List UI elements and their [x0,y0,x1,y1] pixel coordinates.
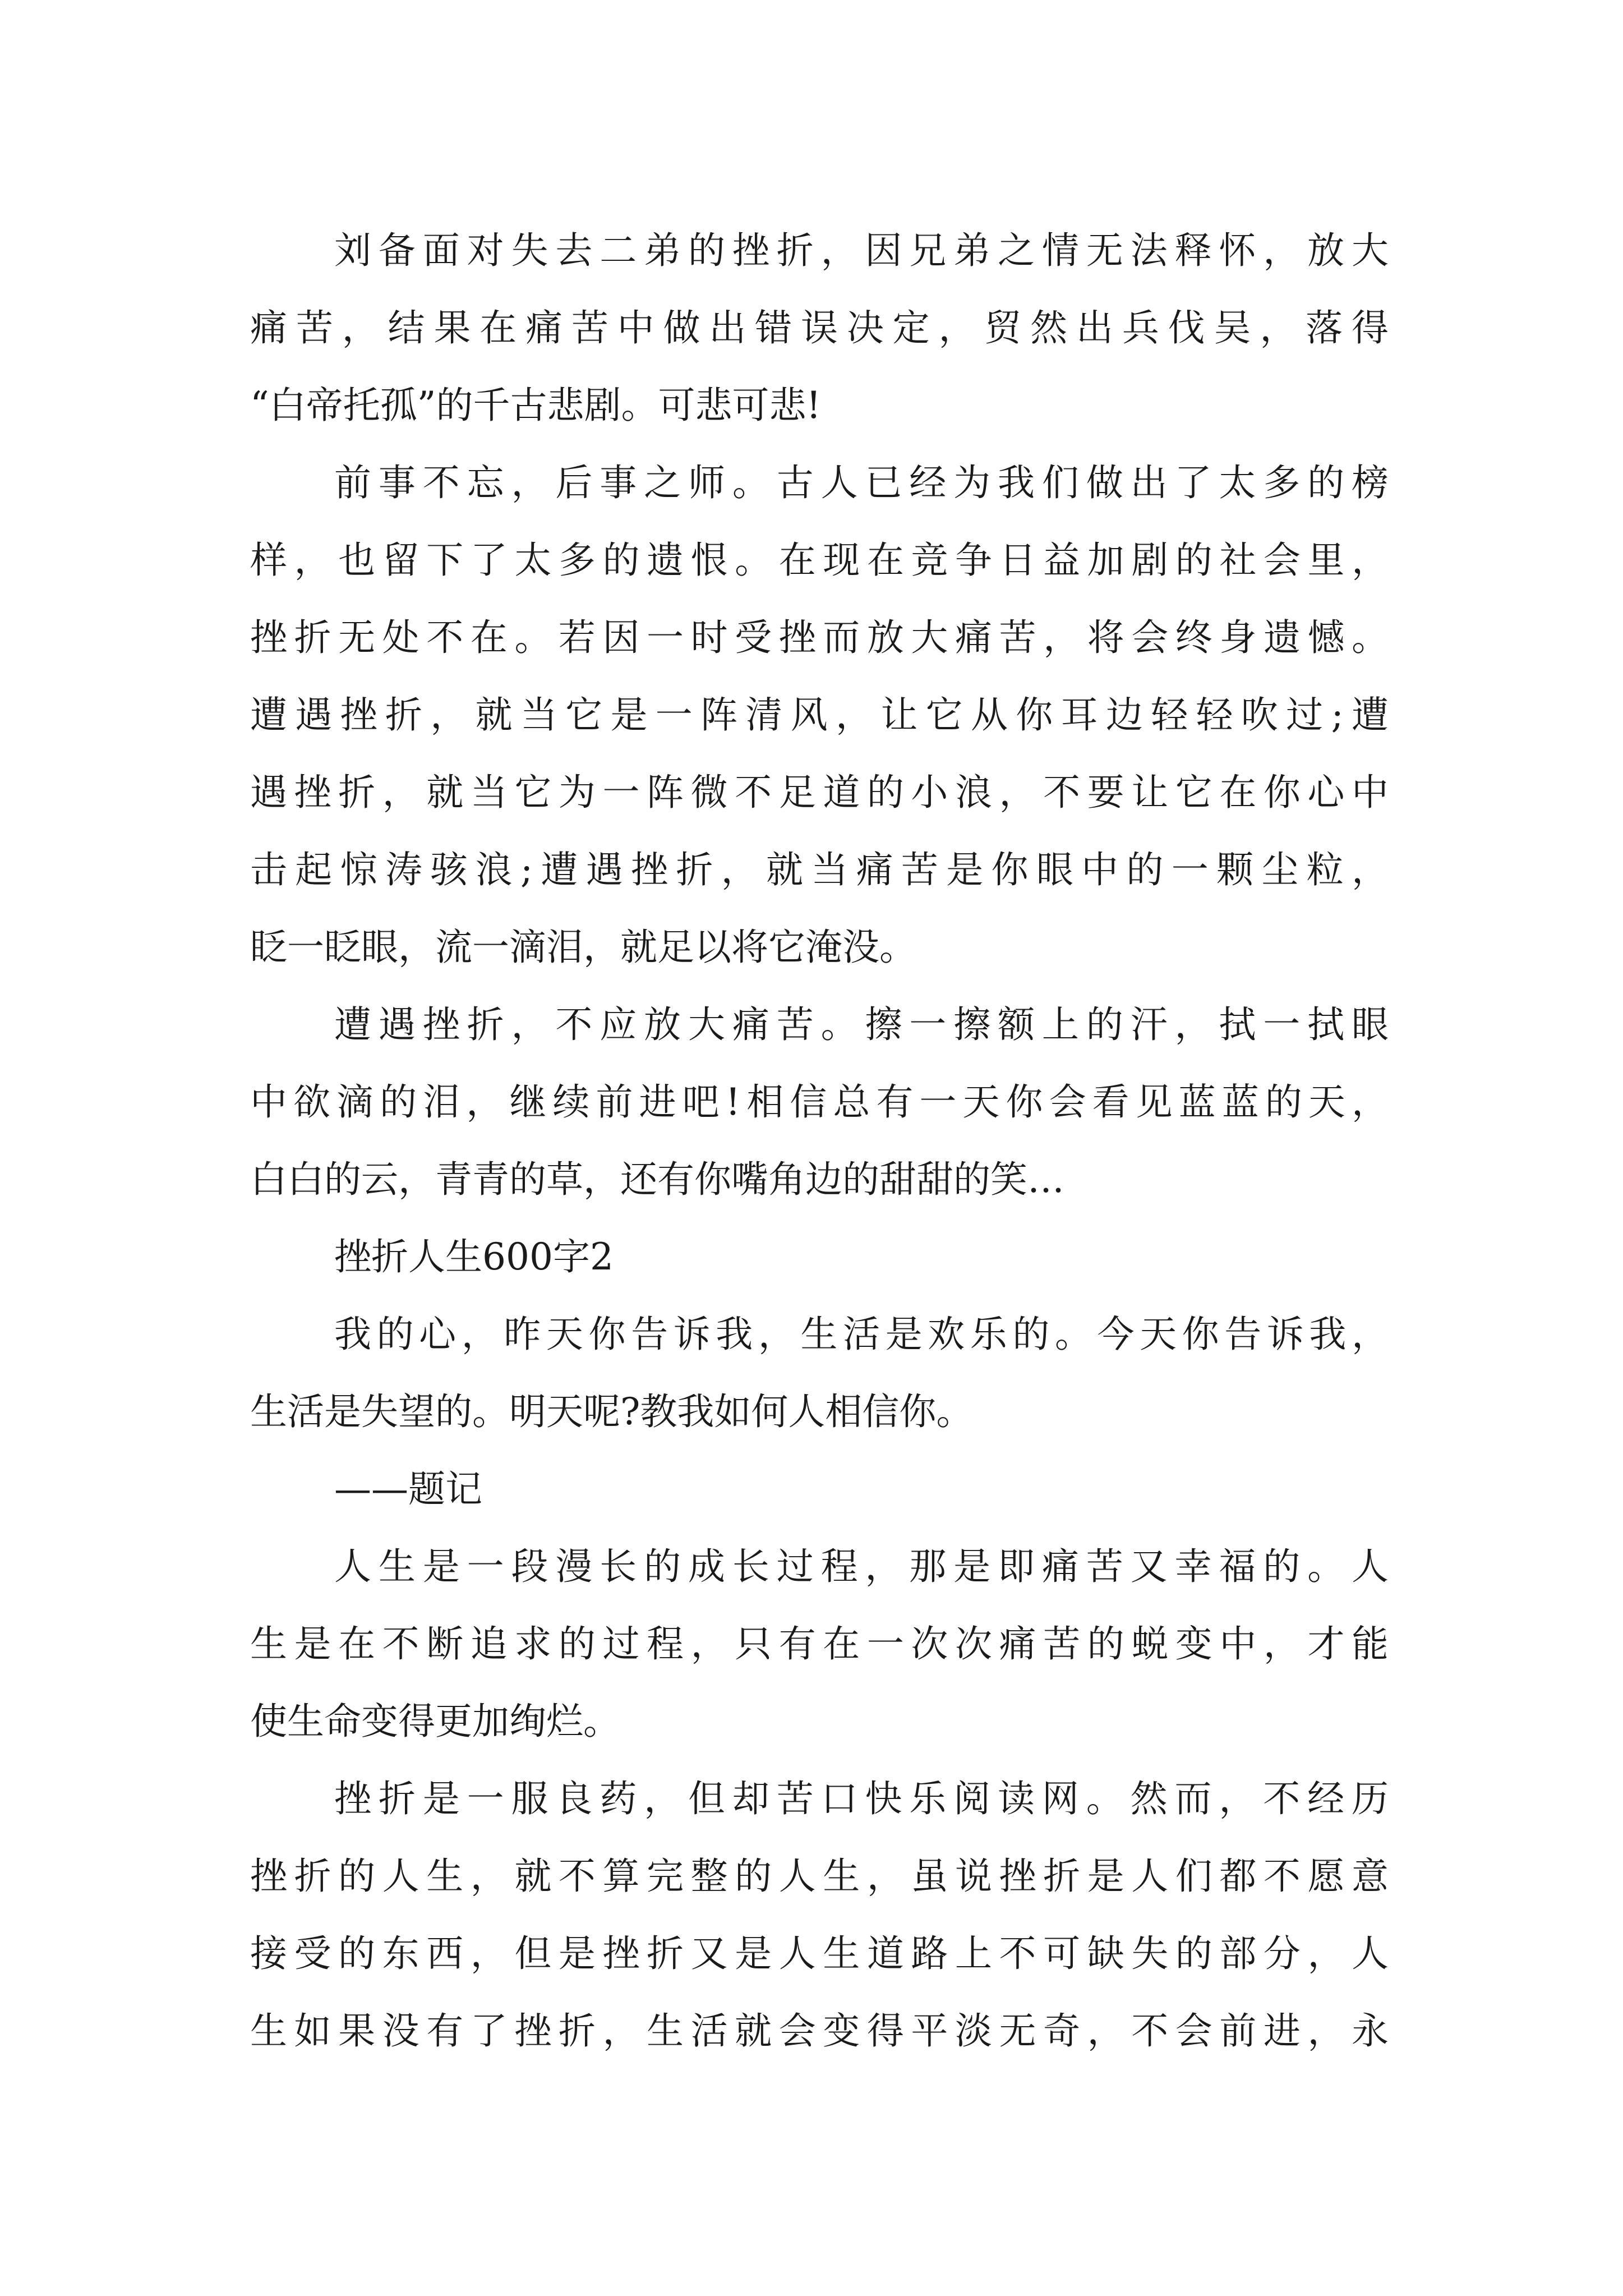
section-heading: 挫折人生600字2 [334,1235,614,1278]
paragraph-line: 接受的东西，但是挫折又是人生道路上不可缺失的部分，人 [250,1932,1389,1975]
paragraph-line: 人生是一段漫长的成长过程，那是即痛苦又幸福的。人 [334,1545,1389,1588]
paragraph-line: 遇挫折，就当它为一阵微不足道的小浪，不要让它在你心中 [250,771,1389,814]
paragraph-line: 击起惊涛骇浪;遭遇挫折，就当痛苦是你眼中的一颗尘粒， [250,848,1389,891]
paragraph-line: 生是在不断追求的过程，只有在一次次痛苦的蜕变中，才能 [250,1622,1389,1665]
paragraph-line: 痛苦，结果在痛苦中做出错误决定，贸然出兵伐吴，落得 [250,306,1389,349]
paragraph-line: 遭遇挫折，不应放大痛苦。擦一擦额上的汗，拭一拭眼 [334,1003,1389,1046]
paragraph-line: 生活是失望的。明天呢?教我如何人相信你。 [250,1390,974,1433]
paragraph-line: 前事不忘，后事之师。古人已经为我们做出了太多的榜 [334,461,1389,504]
paragraph-line: 中欲滴的泪，继续前进吧!相信总有一天你会看见蓝蓝的天， [250,1080,1389,1124]
paragraph-line: 刘备面对失去二弟的挫折，因兄弟之情无法释怀，放大 [334,229,1389,272]
paragraph-line: 挫折是一服良药，但却苦口快乐阅读网。然而，不经历 [334,1777,1389,1820]
document-body [250,212,1389,2070]
paragraph-line: 我的心，昨天你告诉我，生活是欢乐的。今天你告诉我， [334,1313,1389,1356]
paragraph-line: 挫折的人生，就不算完整的人生，虽说挫折是人们都不愿意 [250,1855,1389,1898]
paragraph-line: 使生命变得更加绚烂。 [250,1700,620,1743]
paragraph-line: 白白的云，青青的草，还有你嘴角边的甜甜的笑… [250,1158,1064,1201]
epigraph-attribution: ——题记 [334,1467,482,1511]
paragraph-line: 生如果没有了挫折，生活就会变得平淡无奇，不会前进，永 [250,2009,1389,2053]
paragraph-line: 遭遇挫折，就当它是一阵清风，让它从你耳边轻轻吹过;遭 [250,693,1389,737]
paragraph-line: “白帝托孤”的千古悲剧。可悲可悲! [250,384,822,427]
paragraph-line: 眨一眨眼，流一滴泪，就足以将它淹没。 [250,926,916,969]
paragraph-line: 挫折无处不在。若因一时受挫而放大痛苦，将会终身遗憾。 [250,616,1389,659]
paragraph-line: 样，也留下了太多的遗恨。在现在竞争日益加剧的社会里， [250,539,1389,582]
